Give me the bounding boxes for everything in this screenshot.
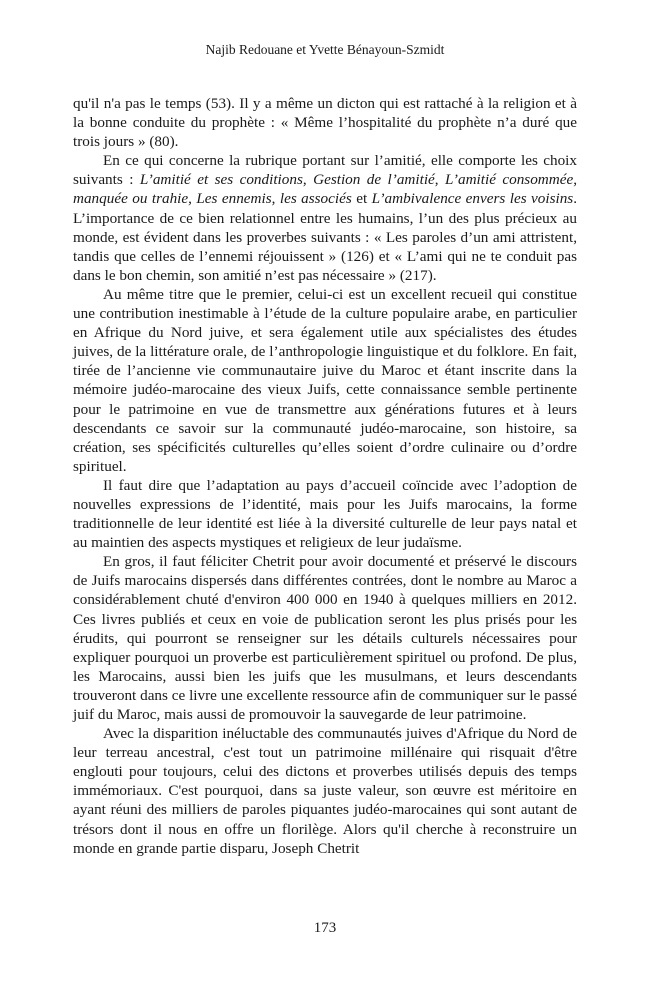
text-run: et bbox=[351, 190, 372, 208]
paragraph-3: Au même titre que le premier, celui-ci est un excellent recueil qui constitue une contribution inestimable à l’étude de la culture populaire arabe, en particulier en Afrique du Nord juive, et sera également utile aux spécialistes des études juives, de la littérature orale, de l’anthropologie linguistique et du folklore. En fait, tirée de l’ancienne vie communautaire juive du Maroc et étant inscrite dans la mémoire judéo-marocaine des vieux Juifs, cette connaissance semble pertinente pour le patrimoine en vue de transmettre aux générations futures et à leurs descendants ce savoir sur la communauté judéo-marocaine, son histoire, sa création, ses spécificités culturelles qu’elles soient d’ordre culinaire ou d’ordre spirituel. bbox=[73, 285, 577, 475]
text-run: , bbox=[271, 190, 280, 208]
paragraph-5: En gros, il faut féliciter Chetrit pour avoir documenté et préservé le discours de Juifs marocains dispersés dans différentes contrées, dont le nombre au Maroc a considérablement chuté d'environ 400 000 en 1940 à quelques milliers en 2012. Ces livres publiés et ceux en voie de publication seront les plus prisés pour les érudits, qui pourront se renseigner sur les détails culturels nécessaires pour expliquer pourquoi un proverbe est particulièrement spirituel ou profond. De plus, les Marocains, aussi bien les juifs que les musulmans, et leurs descendants trouveront dans ce livre une excellente ressource afin de communiquer sur le passé juif du Maroc, mais aussi de promouvoir la sauvegarde de leur patrimoine. bbox=[73, 553, 577, 723]
running-header: Najib Redouane et Yvette Bénayoun-Szmidt bbox=[205, 42, 445, 57]
paragraph-1: qu'il n'a pas le temps (53). Il y a même un dicton qui est rattaché à la religion et à la bonne conduite du prophète : « Même l’hospitalité du prophète n’a duré que trois jours » (80). bbox=[73, 95, 577, 151]
text-run: , bbox=[188, 190, 197, 208]
italic-rubric: manquée ou trahie bbox=[73, 190, 189, 208]
italic-rubric: Les ennemis bbox=[196, 190, 272, 208]
paragraph-6: Avec la disparition inéluctable des communautés juives d'Afrique du Nord de leur terreau ancestral, c'est tout un patrimoine millénaire qui risquait d'être englouti pour toujours, celui des dictons et proverbes utilisés depuis des temps immémoriaux. C'est pourquoi, dans sa juste valeur, son œuvre est méritoire en ayant réuni des milliers de paroles piquantes judéo-marocaines qui sont autant de trésors dont il nous en offre un florilège. Alors qu'il cherche à reconstruire un monde en grande partie disparu, Joseph Chetrit bbox=[73, 725, 577, 857]
paragraph-2 bbox=[73, 151, 577, 285]
text-run: , bbox=[302, 171, 314, 189]
text-run: , bbox=[573, 171, 578, 189]
body-text bbox=[73, 94, 577, 858]
italic-rubric: les associés bbox=[279, 190, 352, 208]
text-run: , bbox=[434, 171, 446, 189]
italic-rubric: L’amitié consommée bbox=[445, 171, 574, 189]
text-run: En ce qui concerne la rubrique portant sur l’amitié, elle comporte les choix suivants : bbox=[73, 152, 577, 189]
paragraph-4: Il faut dire que l’adaptation au pays d’accueil coïncide avec l’adoption de nouvelles expressions de l’identité, mais pour les Juifs marocains, la forme traditionnelle de leur identité est liée à la diversité culturelle de leur pays natal et au maintien des aspects mystiques et religieux de leur judaïsme. bbox=[73, 476, 577, 552]
text-run: . L’importance de ce bien relationnel entre les humains, l’un des plus précieux au monde, est évident dans les proverbes suivants : « Les paroles d’un ami attristent, tandis que celles de l’ennemi réjouissent » (126) et « L’ami qui ne te conduit pas dans le bon chemin, son amitié n’est pas nécessaire » (217). bbox=[73, 190, 578, 284]
italic-rubric: L’ambivalence envers les voisins bbox=[371, 190, 574, 208]
italic-rubric: L’amitié et ses conditions bbox=[139, 171, 303, 189]
italic-rubric: Gestion de l’amitié bbox=[313, 171, 435, 189]
page-number: 173 bbox=[313, 920, 337, 936]
